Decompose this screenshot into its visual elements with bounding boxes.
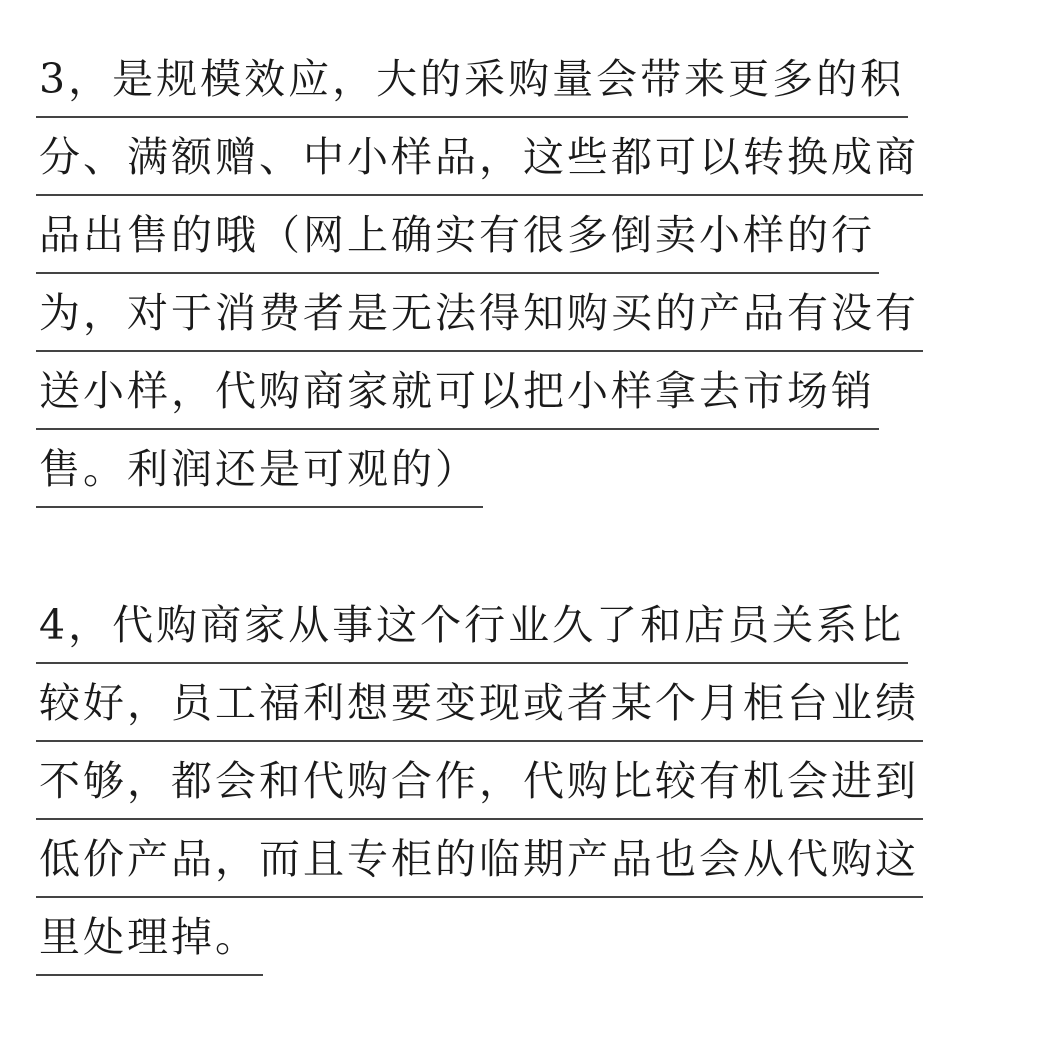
line-text: 里处理掉。 — [36, 900, 263, 976]
text-line — [36, 352, 998, 430]
paragraph-4 — [36, 586, 998, 976]
line-text: 4，代购商家从事这个行业久了和店员关系比 — [36, 588, 908, 664]
line-text: 品出售的哦（网上确实有很多倒卖小样的行 — [36, 198, 879, 274]
text-line — [36, 274, 998, 352]
text-line — [36, 430, 998, 508]
text-line — [36, 742, 998, 820]
line-text: 送小样，代购商家就可以把小样拿去市场销 — [36, 354, 879, 430]
line-text: 为，对于消费者是无法得知购买的产品有没有 — [36, 276, 923, 352]
text-line — [36, 820, 998, 898]
line-text: 3，是规模效应，大的采购量会带来更多的积 — [36, 42, 908, 118]
line-text: 分、满额赠、中小样品，这些都可以转换成商 — [36, 120, 923, 196]
text-line — [36, 40, 998, 118]
document-page — [36, 40, 998, 976]
text-line — [36, 664, 998, 742]
line-text: 售。利润还是可观的） — [36, 432, 483, 508]
text-line — [36, 118, 998, 196]
text-line — [36, 898, 998, 976]
line-text: 较好，员工福利想要变现或者某个月柜台业绩 — [36, 666, 923, 742]
text-line — [36, 196, 998, 274]
paragraph-3 — [36, 40, 998, 508]
line-text: 低价产品，而且专柜的临期产品也会从代购这 — [36, 822, 923, 898]
line-text: 不够，都会和代购合作，代购比较有机会进到 — [36, 744, 923, 820]
text-line — [36, 586, 998, 664]
